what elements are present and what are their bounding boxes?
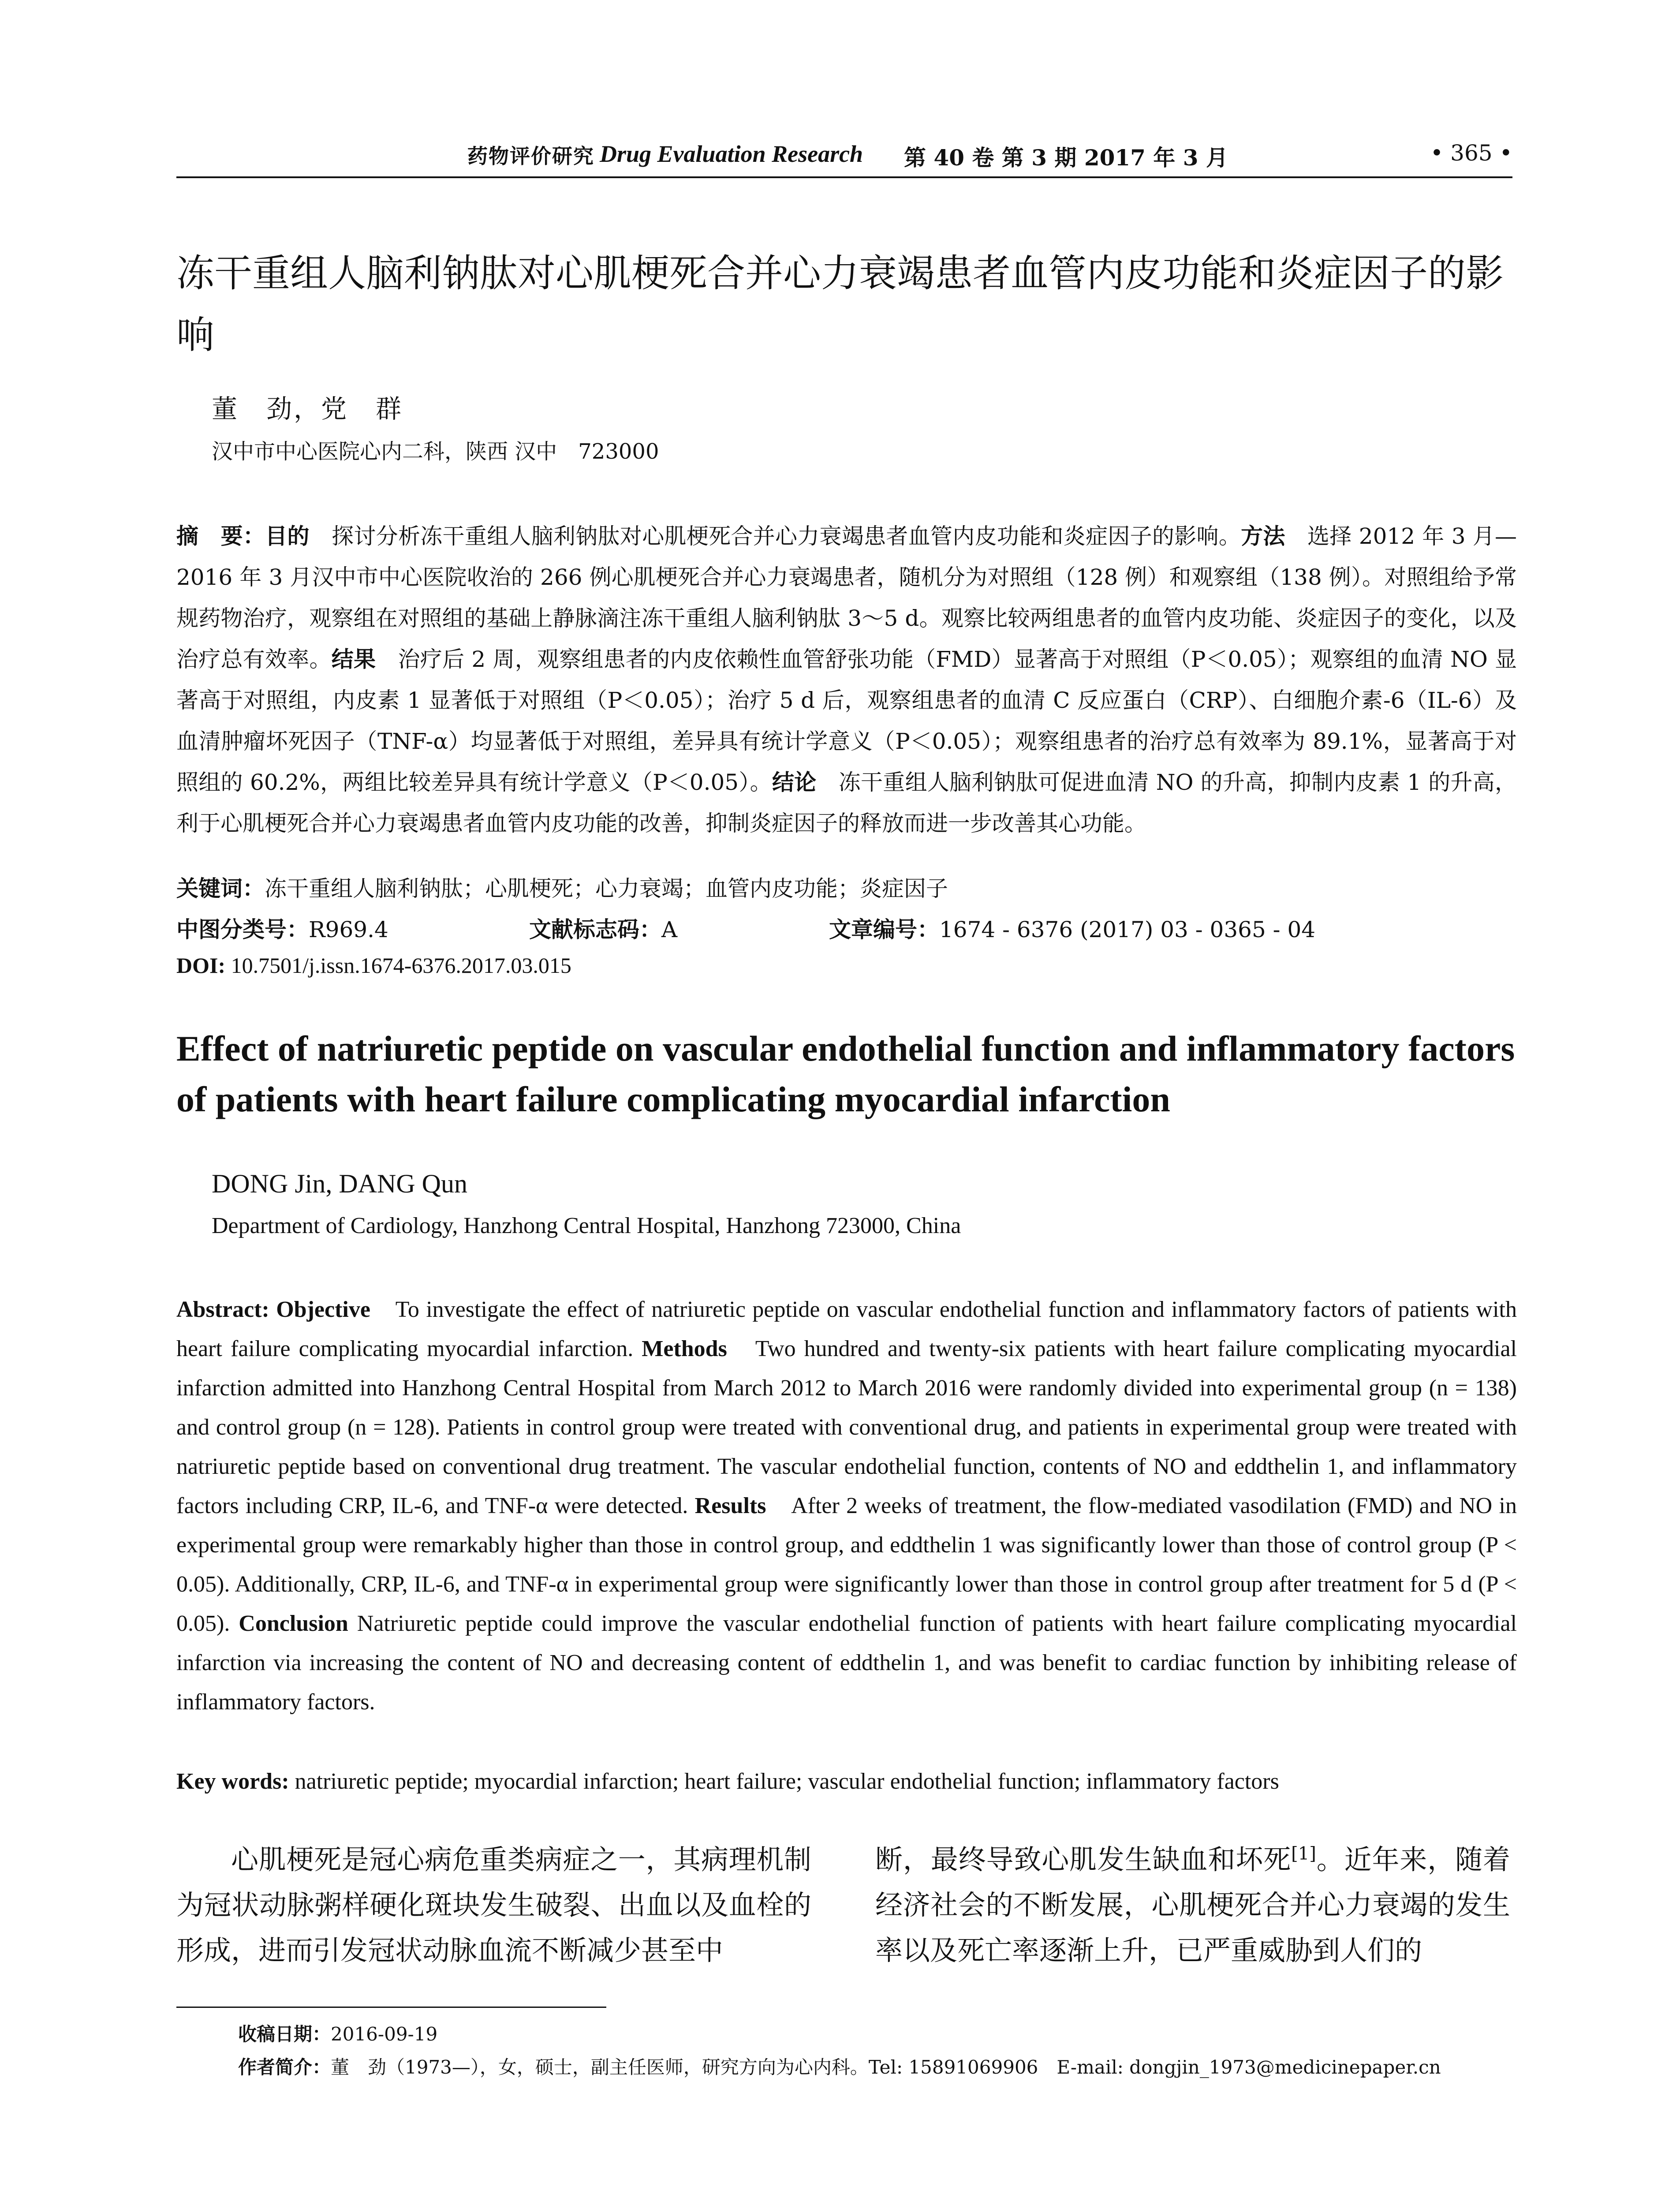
article-value: 1674 - 6376 (2017) 03 - 0365 - 04 — [939, 917, 1316, 942]
en-keywords-label: Key words: — [176, 1769, 289, 1794]
en-methods-label: Methods — [642, 1336, 727, 1361]
author-bio: 董 劲（1973—），女，硕士，副主任医师，研究方向为心内科。Tel: 15891069906 E-mail: dongjin_1973@medicinepaper.cn — [331, 2056, 1441, 2078]
doc-value: A — [661, 917, 678, 942]
received-date: 2016-09-19 — [331, 2023, 438, 2045]
cn-abstract — [176, 516, 1517, 844]
doi-value: 10.7501/j.issn.1674-6376.2017.03.015 — [225, 953, 571, 978]
en-objective: To investigate the effect of natriuretic peptide on vascular endothelial function and inflammatory factors of patients with heart failure complicating myocardial infarction. — [176, 1297, 1517, 1361]
footnote-rule — [176, 2007, 606, 2008]
en-abstract — [176, 1290, 1517, 1722]
en-objective-label: Objective — [269, 1297, 370, 1322]
header-rule — [176, 176, 1512, 178]
body-right-text-b: 。近年来，随着经济社会的不断发展，心肌梗死合并心力衰竭的发生率以及死亡率逐渐上升，已严重威胁到人们的 — [875, 1843, 1510, 1966]
clc-label: 中图分类号： — [176, 917, 309, 942]
cn-results: 治疗后 2 周，观察组患者的内皮依赖性血管舒张功能（FMD）显著高于对照组（P＜0.05）；观察组的血清 NO 显著高于对照组，内皮素 1 显著低于对照组（P＜0.05）；治疗 5 d 后，观察组患者的血清 C 反应蛋白（CRP）、白细胞介素-6（IL-6）及血清肿瘤坏死因子（TNF-α）均显著低于对照组，差异具有统计学意义（P＜0.05）；观察组患者的治疗总有效率为 89.1%，显著高于对照组的 60.2%，两组比较差异具有统计学意义（P＜0.05）。 — [176, 647, 1517, 795]
en-keywords-text: natriuretic peptide; myocardial infarction; heart failure; vascular endothelial function; inflammatory factors — [289, 1769, 1279, 1794]
page-number: • 365 • — [1430, 140, 1512, 166]
cn-methods: 选择 2012 年 3 月—2016 年 3 月汉中市中心医院收治的 266 例心肌梗死合并心力衰竭患者，随机分为对照组（128 例）和观察组（138 例）。对照组给予常规药物治疗，观察组在对照组的基础上静脉滴注冻干重组人脑利钠肽 3～5 d。观察比较两组患者的血管内皮功能、炎症因子的变化，以及治疗总有效率。 — [176, 523, 1517, 672]
journal-name: Drug Evaluation Research — [600, 141, 863, 167]
body-right-column — [875, 1837, 1510, 1973]
en-title: Effect of natriuretic peptide on vascular endothelial function and inflammatory factors of patients with heart failure complicating myocardial infarction — [176, 1028, 1515, 1119]
cn-affiliation: 汉中市中心医院心内二科，陕西 汉中 723000 — [212, 439, 659, 464]
reference-marker: [1] — [1291, 1843, 1316, 1864]
journal-brand: 药物评价研究 — [467, 144, 594, 168]
cn-classification — [176, 912, 388, 944]
cn-abstract-label: 摘 要： — [176, 523, 265, 549]
cn-authors: 董 劲，党 群 — [212, 394, 403, 424]
author-bio-label: 作者简介： — [238, 2056, 331, 2078]
cn-objective: 探讨分析冻干重组人脑利钠肽对心肌梗死合并心力衰竭患者血管内皮功能和炎症因子的影响。 — [309, 523, 1241, 549]
cn-keywords — [176, 871, 948, 903]
cn-article-no — [829, 912, 1315, 944]
en-abstract-label: Abstract: — [176, 1297, 269, 1322]
footnote-received — [238, 2020, 437, 2046]
en-conclusion: Natriuretic peptide could improve the vascular endothelial function of patients with heart failure complicating myocardial infarction via increasing the content of NO and decreasing content of eddthelin 1, and was benefit to cardiac function by inhibiting release of inflammatory factors. — [176, 1611, 1517, 1715]
en-authors: DONG Jin, DANG Qun — [212, 1169, 467, 1198]
body-left-column: 心肌梗死是冠心病危重类病症之一，其病理机制为冠状动脉粥样硬化斑块发生破裂、出血以及血栓的形成，进而引发冠状动脉血流不断减少甚至中 — [176, 1843, 811, 1966]
doi-line — [176, 953, 571, 978]
en-methods: Two hundred and twenty-six patients with heart failure complicating myocardial infarction admitted into Hanzhong Central Hospital from March 2012 to March 2016 were randomly divided into experimental group (n = 138) and control group (n = 128). Patients in control group were treated with conventional drug, and patients in experimental group were treated with natriuretic peptide based on conventional drug treatment. The vascular endothelial function, contents of NO and eddthelin 1, and inflammatory factors including CRP, IL-6, and TNF-α were detected. — [176, 1336, 1517, 1518]
en-results-label: Results — [694, 1493, 766, 1518]
en-results: After 2 weeks of treatment, the flow-mediated vasodilation (FMD) and NO in experimental group were remarkably higher than those in control group, and eddthelin 1 was significantly lower than those of control group (P < 0.05). Additionally, CRP, IL-6, and TNF-α in experimental group were significantly lower than those in control group after treatment for 5 d (P < 0.05). — [176, 1493, 1517, 1636]
article-label: 文章编号： — [829, 917, 939, 942]
footnote-author — [238, 2053, 1441, 2079]
doc-label: 文献标志码： — [529, 917, 661, 942]
cn-conclusion-label: 结论 — [772, 770, 817, 795]
running-header — [176, 140, 1512, 176]
body-right-text-a: 断，最终导致心肌发生缺血和坏死 — [875, 1843, 1292, 1876]
cn-objective-label: 目的 — [265, 523, 310, 549]
cn-conclusion: 冻干重组人脑利钠肽可促进血清 NO 的升高，抑制内皮素 1 的升高，利于心肌梗死合并心力衰竭患者血管内皮功能的改善，抑制炎症因子的释放而进一步改善其心功能。 — [176, 770, 1517, 836]
clc-value: R969.4 — [309, 917, 388, 942]
doi-label: DOI: — [176, 953, 226, 978]
journal-issue: 第 40 卷 第 3 期 2017 年 3 月 — [904, 145, 1228, 171]
cn-doc-code — [529, 912, 677, 944]
en-keywords — [176, 1768, 1517, 1794]
cn-results-label: 结果 — [331, 647, 376, 672]
cn-keywords-text: 冻干重组人脑利钠肽；心肌梗死；心力衰竭；血管内皮功能；炎症因子 — [265, 876, 948, 901]
en-affiliation: Department of Cardiology, Hanzhong Central Hospital, Hanzhong 723000, China — [212, 1213, 961, 1238]
received-label: 收稿日期： — [238, 2023, 331, 2045]
cn-keywords-label: 关键词： — [176, 876, 265, 901]
cn-methods-label: 方法 — [1241, 523, 1285, 549]
en-conclusion-label: Conclusion — [239, 1611, 348, 1636]
cn-title: 冻干重组人脑利钠肽对心肌梗死合并心力衰竭患者血管内皮功能和炎症因子的影响 — [176, 251, 1504, 357]
